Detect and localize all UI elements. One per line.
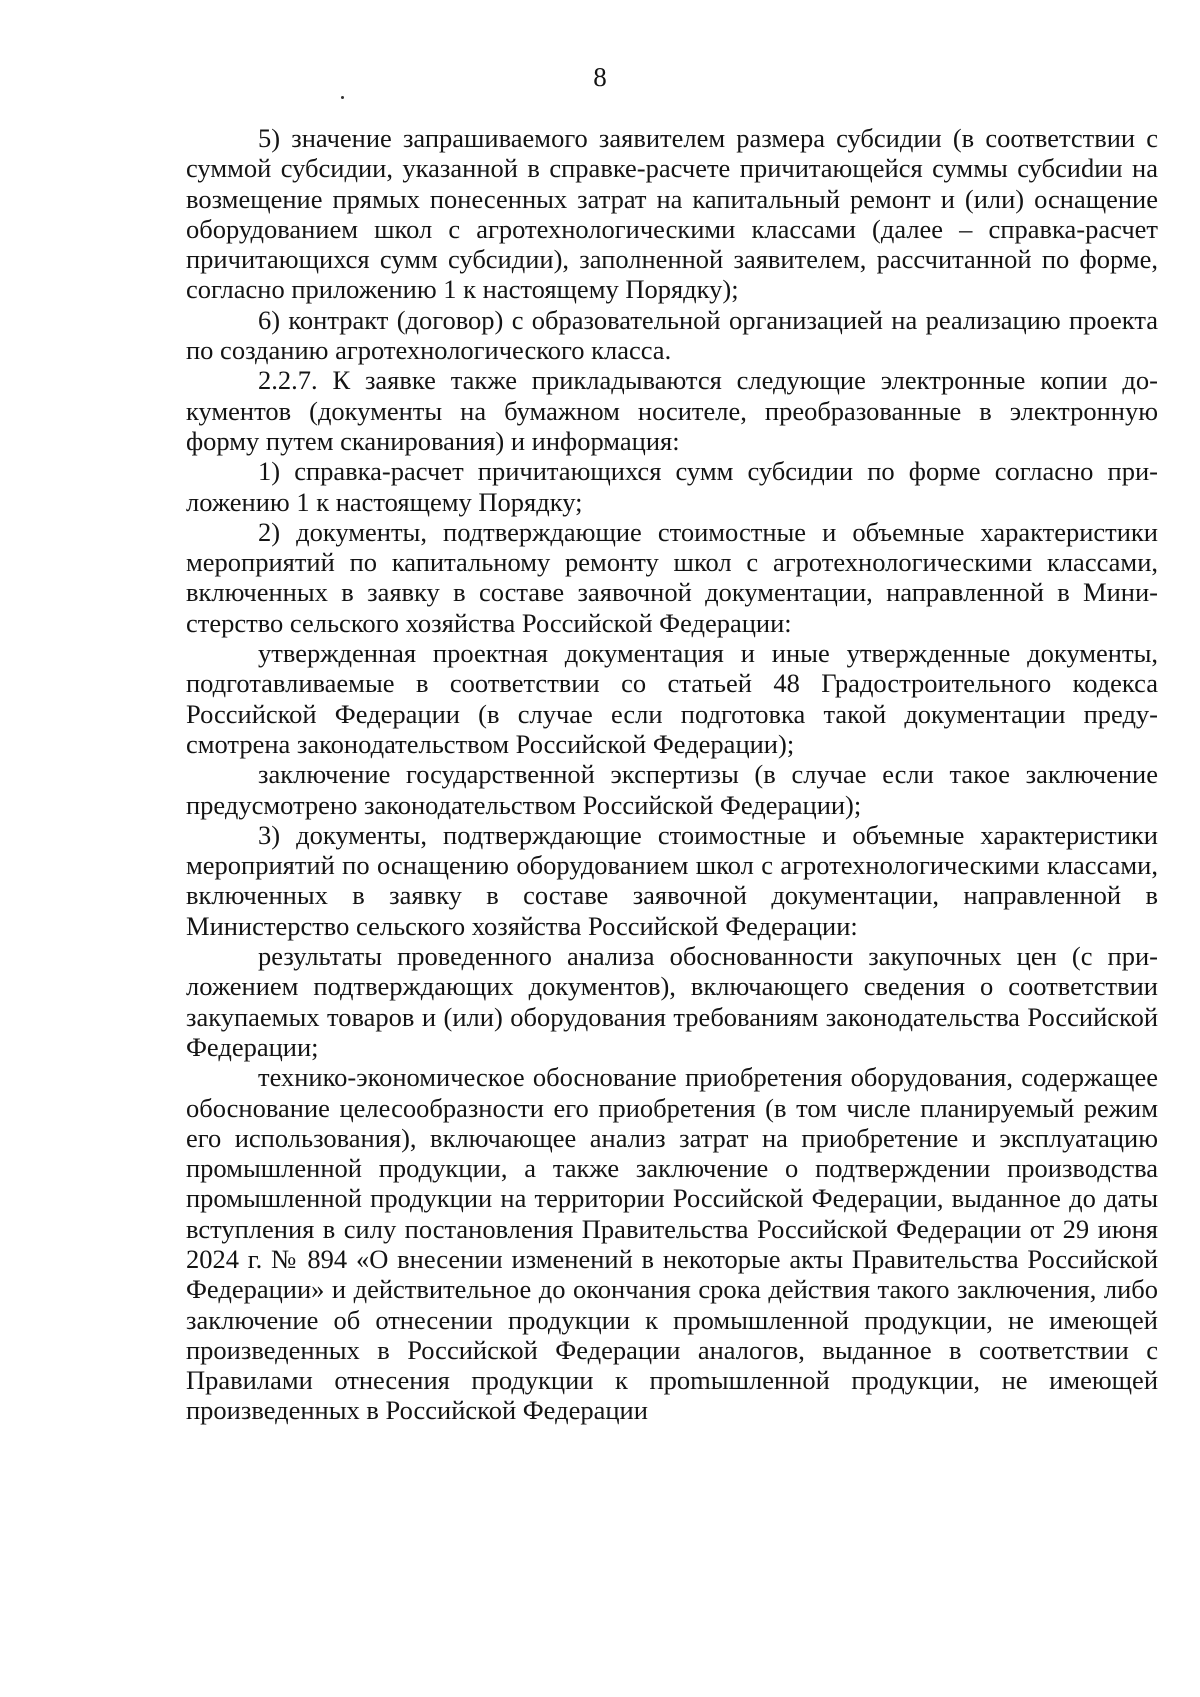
- paragraph-feasibility-study: технико-экономическое обоснование приобретения оборудования, содержащее обоснование целесообразности его приобретения (в том числе планируемый режим его использования), включающее анализ затрат на приобретение и эксплуатацию промышленной продукции, а также заключение о подтверждении производства промышленной продукции на территории Российской Федерации, выданное до даты вступления в силу постановления Правительства Российской Федерации от 29 июня 2024 г. № 894 «О внесении изменений в некоторые акты Правительства Российской Федерации» и действительное до окончания срока действия такого заключения, либо заключение об отнесении продукции к промышленной продукции, не имеющей произведенных в Российской Федерации аналогов, выданное в соответствии с Правилами отнесения продукции к проmышленной продукции, не имеющей произведенных в Российской Федерации: [186, 1062, 1158, 1426]
- paragraph-state-expertise: заключение государственной экспертизы (в случае если такое заключение предусмотрено законодательством Российской Федерации);: [186, 759, 1158, 820]
- page-number: 8: [593, 62, 607, 92]
- paragraph-subitem-2: 2) документы, подтверждающие стоимостные и объемные характеристики мероприятий по капитальному ремонту школ с агротехнологическими классами, включенных в заявку в составе заявочной документации, направленной в Министерство сельского хозяйства Российской Федерации:: [186, 516, 1158, 638]
- paragraph-price-analysis: результаты проведенного анализа обоснованности закупочных цен (с приложением подтверждающих документов), включающего сведения о соответствии закупаемых товаров и (или) оборудования требованиям законодательства Российской Федерации;: [186, 941, 1158, 1062]
- paragraph-subitem-1: 1) справка-расчет причитающихся сумм субсидии по форме согласно приложению 1 к настоящему Порядку;: [186, 456, 1158, 517]
- paragraph-subitem-3: 3) документы, подтверждающие стоимостные и объемные характеристики мероприятий по оснащению оборудованием школ с агротехнологическими классами, включенных в заявку в составе заявочной документации, направленной в Министерство сельского хозяйства Российской Федерации:: [186, 819, 1158, 941]
- paragraph-clause-2-2-7: 2.2.7. К заявке также прикладываются следующие электронные копии документов (документы на бумажном носителе, преобразованные в электронную форму путем сканирования) и информация:: [186, 365, 1158, 456]
- document-body: [186, 123, 1158, 1426]
- paragraph-item-5: 5) значение запрашиваемого заявителем размера субсидии (в соответствии с суммой субсидии, указанной в справке-расчете причитающейся суммы субсиdии на возмещение прямых понесенных затрат на капитальный ремонт и (или) оснащение оборудованием школ с агротехнологическими классами (далее – справка-расчет причитающихся сумм субсидии), заполненной заявителем, рассчитанной по форме, согласно приложению 1 к настоящему Порядку);: [186, 123, 1158, 305]
- paragraph-project-documentation: утвержденная проектная документация и иные утвержденные документы, подготавливаемые в соответствии со статьей 48 Градостроительного кодекса Российской Федерации (в случае если подготовка такой документации предусмотрена законодательством Российской Федерации);: [186, 638, 1158, 759]
- paragraph-item-6: 6) контракт (договор) с образовательной организацией на реализацию проекта по созданию агротехнологического класса.: [186, 304, 1158, 366]
- scan-speck: [341, 96, 344, 99]
